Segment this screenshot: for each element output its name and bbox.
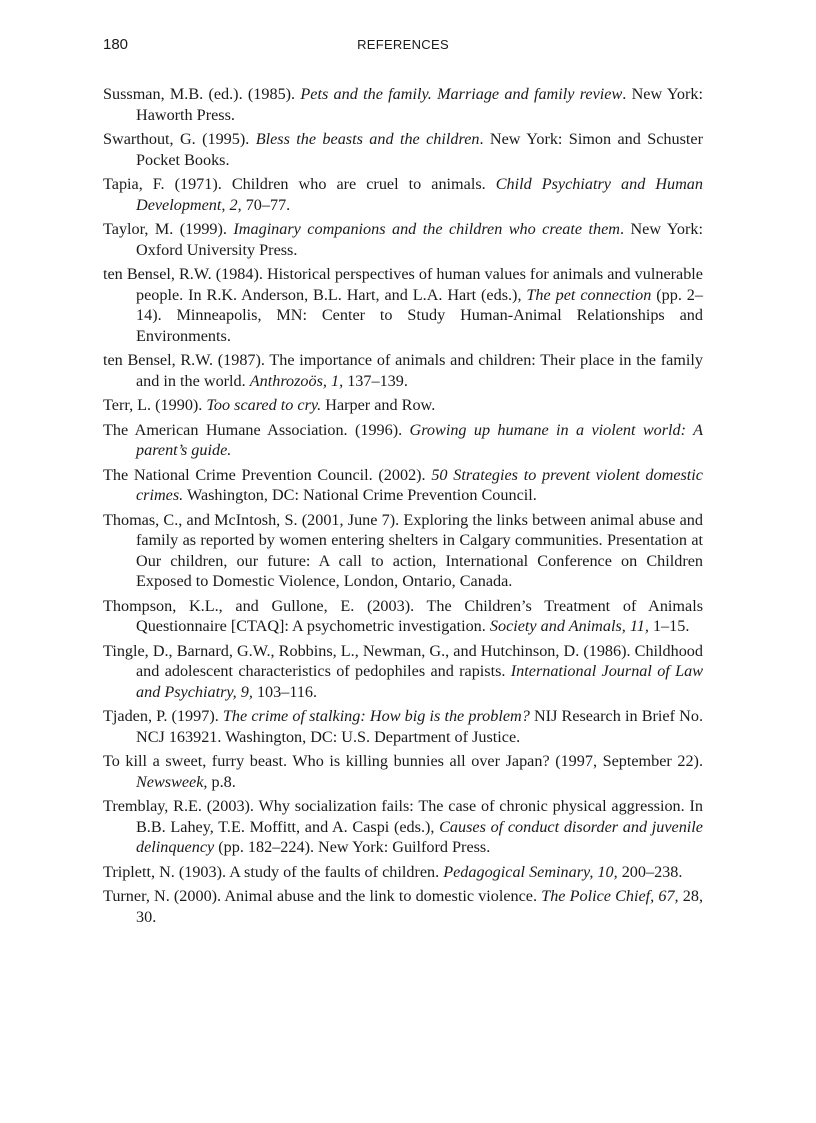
reference-text: Harper and Row.: [321, 396, 436, 414]
reference-title: International Journal of Law and Psychiatry, 9,: [136, 662, 703, 701]
reference-entry: [103, 796, 703, 858]
reference-text: Tingle, D., Barnard, G.W., Robbins, L., Newman, G., and Hutchinson, D. (1986). Childhood and adolescent characteristics of pedophiles and rapists.: [103, 641, 703, 680]
reference-title: Too scared to cry.: [206, 396, 322, 414]
reference-text: Thompson, K.L., and Gullone, E. (2003). The Children’s Treatment of Animals Questionnaire [CTAQ]: A psychometric investigation.: [103, 596, 703, 635]
reference-entry: [103, 420, 703, 461]
reference-text: 137–139.: [343, 371, 408, 390]
reference-title: The pet connection: [526, 285, 652, 304]
reference-text: The American Humane Association. (1996).: [103, 420, 410, 439]
reference-text: , 70–77.: [237, 195, 291, 214]
reference-text: 200–238.: [617, 862, 683, 881]
reference-text: Sussman, M.B. (ed.). (1985).: [103, 85, 301, 103]
reference-entry: [103, 264, 703, 346]
reference-entry: [103, 174, 703, 215]
reference-title: Imaginary companions and the children who create them: [233, 220, 620, 238]
reference-text: ten Bensel, R.W. (1984). Historical perspectives of human values for animals and vulnerable people. In R.K. Anderson, B.L. Hart, and L.A. Hart (eds.),: [103, 265, 703, 304]
reference-text: 28, 30.: [136, 887, 703, 926]
reference-text: Taylor, M. (1999).: [103, 220, 234, 238]
page-number: 180: [103, 36, 129, 53]
reference-title: Child Psychiatry and Human Development, 2: [136, 175, 703, 214]
reference-text: Tremblay, R.E. (2003). Why socialization fails: The case of chronic physical aggression. In B.B. Lahey, T.E. Moffitt, and A. Caspi (eds.),: [103, 797, 703, 836]
reference-entry: [103, 751, 703, 792]
reference-text: Tapia, F. (1971). Children who are cruel to animals.: [103, 175, 496, 193]
reference-entry: [103, 219, 703, 260]
reference-title: Society and Animals, 11,: [489, 617, 649, 635]
reference-title: The Police Chief, 67,: [541, 887, 679, 905]
reference-title: Causes of conduct disorder and juvenile delinquency: [136, 817, 703, 856]
reference-title: Pets and the family. Marriage and family review: [300, 85, 623, 103]
reference-entry: [103, 129, 703, 170]
reference-title: Bless the beasts and the children: [255, 130, 480, 148]
reference-text: . New York: Haworth Press.: [136, 85, 703, 124]
reference-title: Newsweek,: [136, 772, 208, 791]
reference-title: 50 Strategies to prevent violent domestic crimes.: [136, 465, 703, 504]
reference-text: . New York: Oxford University Press.: [136, 220, 704, 259]
reference-entry: [103, 395, 703, 416]
reference-text: ten Bensel, R.W. (1987). The importance of animals and children: Their place in the family and in the world.: [103, 351, 703, 390]
reference-text: Turner, N. (2000). Animal abuse and the link to domestic violence.: [103, 887, 542, 905]
reference-title: Pedagogical Seminary, 10,: [443, 862, 618, 881]
reference-entry: [103, 596, 703, 637]
reference-entry: [103, 510, 703, 592]
reference-text: To kill a sweet, furry beast. Who is killing bunnies all over Japan? (1997, September 22).: [103, 752, 703, 770]
reference-title: Growing up humane in a violent world: A parent’s guide.: [136, 420, 704, 459]
reference-entry: [103, 706, 703, 747]
reference-text: NIJ Research in Brief No. NCJ 163921. Washington, DC: U.S. Department of Justice.: [136, 707, 703, 746]
reference-text: . New York: Simon and Schuster Pocket Books.: [136, 130, 703, 169]
page-header: [103, 36, 703, 58]
reference-title: The crime of stalking: How big is the problem?: [222, 707, 530, 725]
reference-title: Anthrozoös, 1,: [249, 371, 344, 390]
reference-entry: [103, 886, 703, 927]
reference-list: [103, 84, 703, 931]
reference-entry: [103, 350, 703, 391]
reference-text: (pp. 182–224). New York: Guilford Press.: [214, 838, 491, 856]
reference-text: Swarthout, G. (1995).: [103, 130, 256, 148]
reference-entry: [103, 862, 703, 883]
reference-text: 1–15.: [648, 617, 690, 635]
running-head: REFERENCES: [357, 37, 449, 52]
reference-text: Triplett, N. (1903). A study of the faults of children.: [103, 862, 444, 881]
reference-text: Terr, L. (1990).: [103, 396, 207, 414]
reference-text: p.8.: [207, 772, 236, 791]
reference-entry: [103, 465, 703, 506]
reference-entry: [103, 641, 703, 703]
reference-text: Washington, DC: National Crime Prevention Council.: [183, 486, 537, 504]
reference-text: Tjaden, P. (1997).: [103, 707, 223, 725]
reference-text: Thomas, C., and McIntosh, S. (2001, June 7). Exploring the links between animal abuse and family as reported by women entering shelters in Calgary communities. Presentation at Our children, our future: A call to action, International Conference on Children Exposed to Domestic Violence, London, Ontario, Canada.: [103, 510, 703, 590]
reference-text: 103–116.: [252, 682, 318, 701]
reference-text: (pp. 2–14). Minneapolis, MN: Center to Study Human-Animal Relationships and Environments.: [136, 285, 703, 345]
reference-entry: [103, 84, 703, 125]
reference-text: The National Crime Prevention Council. (2002).: [103, 465, 432, 484]
